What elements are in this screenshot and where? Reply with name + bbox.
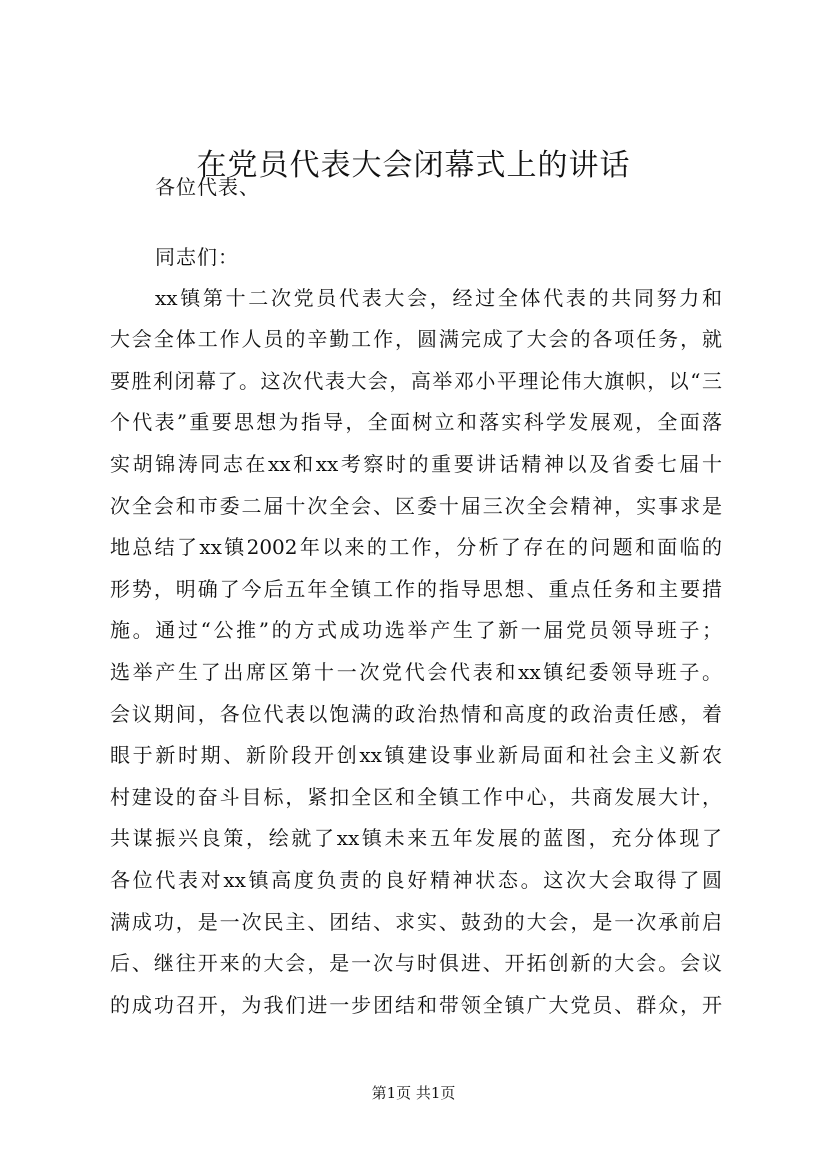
- body-line: 会议期间，各位代表以饱满的政治热情和高度的政治责任感，着: [110, 702, 722, 726]
- body-line: 后、继往开来的大会，是一次与时俱进、开拓创新的大会。会议: [110, 951, 722, 975]
- body-line: xx镇第十二次党员代表大会，经过全体代表的共同努力和: [155, 286, 722, 310]
- body-line: 形势，明确了今后五年全镇工作的指导思想、重点任务和主要措: [110, 577, 722, 601]
- body-line: 次全会和市委二届十次全会、区委十届三次全会精神，实事求是: [110, 494, 722, 518]
- body-line: 的成功召开，为我们进一步团结和带领全镇广大党员、群众，开: [110, 993, 722, 1017]
- body-line: 个代表”重要思想为指导，全面树立和落实科学发展观，全面落: [110, 410, 722, 434]
- body-line: 共谋振兴良策，绘就了xx镇未来五年发展的蓝图，充分体现了: [110, 826, 722, 850]
- salutation-line: 同志们：: [155, 245, 239, 269]
- body-line: 实胡锦涛同志在xx和xx考察时的重要讲话精神以及省委七届十: [110, 452, 722, 476]
- body-line: 村建设的奋斗目标，紧扣全区和全镇工作中心，共商发展大计，: [110, 785, 722, 809]
- body-line: 施。通过“公推”的方式成功选举产生了新一届党员领导班子；: [110, 618, 722, 642]
- salutation-line: 各位代表、: [155, 175, 260, 199]
- body-line: 选举产生了出席区第十一次党代会代表和xx镇纪委领导班子。: [110, 660, 722, 684]
- body-line: 要胜利闭幕了。这次代表大会，高举邓小平理论伟大旗帜，以“三: [110, 369, 722, 393]
- body-line: 各位代表对xx镇高度负责的良好精神状态。这次大会取得了圆: [110, 868, 722, 892]
- body-line: 大会全体工作人员的辛勤工作，圆满完成了大会的各项任务，就: [110, 327, 722, 351]
- body-line: 满成功，是一次民主、团结、求实、鼓劲的大会，是一次承前启: [110, 910, 722, 934]
- page-footer: 第1页 共1页: [371, 1084, 456, 1102]
- body-line: 地总结了xx镇2002年以来的工作，分析了存在的问题和面临的: [110, 535, 722, 559]
- body-line: 眼于新时期、新阶段开创xx镇建设事业新局面和社会主义新农: [110, 743, 722, 767]
- document-title: 在党员代表大会闭幕式上的讲话: [196, 148, 631, 183]
